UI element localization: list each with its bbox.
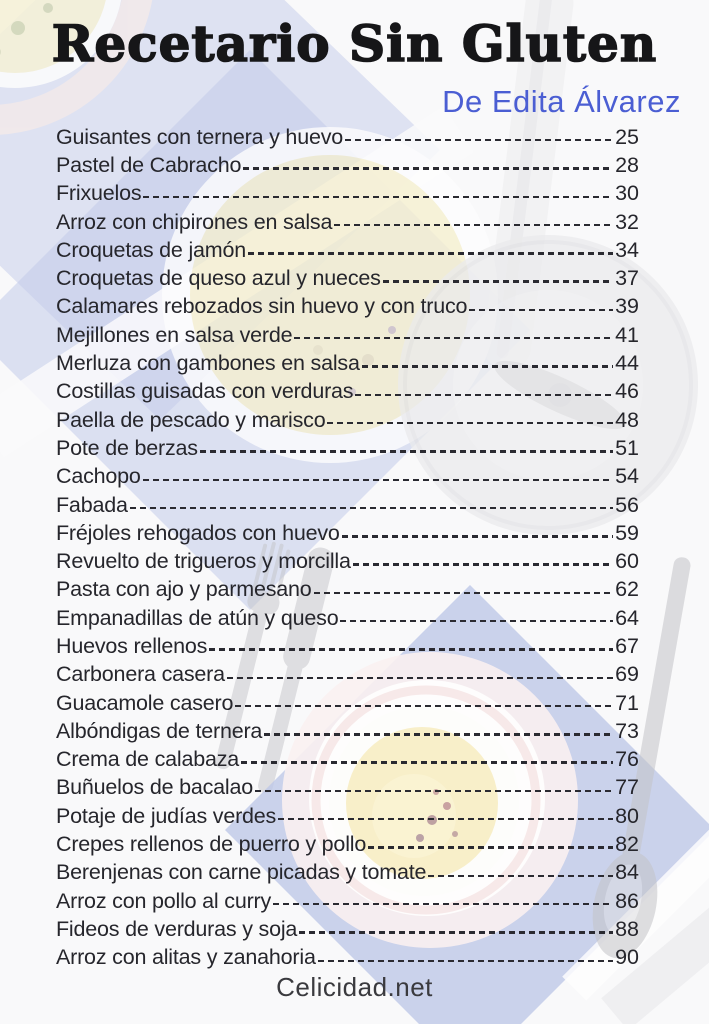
dotted-leader <box>327 422 613 424</box>
page-number: 30 <box>615 181 639 206</box>
dotted-leader <box>248 252 613 254</box>
page-number: 62 <box>615 577 639 602</box>
page-number: 46 <box>615 379 639 404</box>
recipe-name: Mejillones en salsa verde <box>56 322 293 347</box>
dotted-leader <box>235 705 613 707</box>
toc-row <box>56 180 639 208</box>
page-number: 44 <box>615 351 639 376</box>
toc-row <box>56 293 639 321</box>
toc-row <box>56 264 639 292</box>
toc-row <box>56 378 639 406</box>
page-number: 84 <box>615 860 639 885</box>
page-number: 28 <box>615 152 639 177</box>
dotted-leader <box>143 196 613 198</box>
recipe-name: Potaje de judías verdes <box>56 803 277 828</box>
page-number: 39 <box>615 294 639 319</box>
toc-row <box>56 434 639 462</box>
page-number: 82 <box>615 832 639 857</box>
page-number: 90 <box>615 945 639 970</box>
recipe-name: Berenjenas con carne picadas y tomate <box>56 860 427 885</box>
recipe-name: Albóndigas de ternera <box>56 718 263 743</box>
dotted-leader <box>355 394 613 396</box>
recipe-name: Paella de pescado y marisco <box>56 407 326 432</box>
page-number: 80 <box>615 803 639 828</box>
recipe-name: Empanadillas de atún y queso <box>56 605 339 630</box>
page-number: 34 <box>615 237 639 262</box>
recipe-name: Pastel de Cabracho <box>56 152 242 177</box>
page-number: 60 <box>615 549 639 574</box>
toc-row <box>56 887 639 915</box>
toc-row <box>56 774 639 802</box>
dotted-leader <box>318 960 613 962</box>
page-number: 32 <box>615 209 639 234</box>
toc-row <box>56 123 639 151</box>
toc-row <box>56 208 639 236</box>
page-number: 54 <box>615 464 639 489</box>
recipe-name: Revuelto de trigueros y morcilla <box>56 549 351 574</box>
toc-row <box>56 689 639 717</box>
page-number: 76 <box>615 747 639 772</box>
page-number: 37 <box>615 266 639 291</box>
recipe-name: Huevos rellenos <box>56 633 208 658</box>
dotted-leader <box>255 790 613 792</box>
dotted-leader <box>383 280 613 282</box>
recipe-name: Fabada <box>56 492 128 517</box>
toc-row <box>56 859 639 887</box>
toc-row <box>56 746 639 774</box>
recipe-name: Fideos de verduras y soja <box>56 916 298 941</box>
dotted-leader <box>362 365 613 367</box>
recipe-name: Arroz con alitas y zanahoria <box>56 945 316 970</box>
dotted-leader <box>353 563 613 565</box>
toc-list <box>56 123 639 972</box>
recipe-name: Croquetas de jamón <box>56 237 247 262</box>
page-number: 59 <box>615 520 639 545</box>
toc-row <box>56 321 639 349</box>
dotted-leader <box>342 535 613 537</box>
toc-row <box>56 576 639 604</box>
dotted-leader <box>469 309 613 311</box>
page-number: 77 <box>615 775 639 800</box>
recipe-name: Cachopo <box>56 464 141 489</box>
toc-row <box>56 661 639 689</box>
page-number: 86 <box>615 888 639 913</box>
toc-row <box>56 604 639 632</box>
dotted-leader <box>209 648 613 650</box>
page-number: 67 <box>615 633 639 658</box>
dotted-leader <box>428 875 613 877</box>
page-number: 51 <box>615 435 639 460</box>
dotted-leader <box>314 592 614 594</box>
toc-row <box>56 463 639 491</box>
dotted-leader <box>278 818 613 820</box>
recipe-name: Merluza con gambones en salsa <box>56 351 360 376</box>
recipe-name: Buñuelos de bacalao <box>56 775 254 800</box>
recipe-name: Fréjoles rehogados con huevo <box>56 520 340 545</box>
dotted-leader <box>243 167 613 169</box>
dotted-leader <box>368 846 613 848</box>
dotted-leader <box>227 677 613 679</box>
recipe-name: Calamares rebozados sin huevo y con truco <box>56 294 468 319</box>
page-title: Recetario Sin Gluten <box>51 14 658 73</box>
dotted-leader <box>130 507 613 509</box>
dotted-leader <box>143 479 613 481</box>
toc-row <box>56 717 639 745</box>
dotted-leader <box>273 903 613 905</box>
page-number: 71 <box>615 690 639 715</box>
dotted-leader <box>200 450 613 452</box>
toc-row <box>56 802 639 830</box>
recipe-name: Guacamole casero <box>56 690 234 715</box>
recipe-name: Croquetas de queso azul y nueces <box>56 266 381 291</box>
dotted-leader <box>334 224 613 226</box>
toc-row <box>56 349 639 377</box>
dotted-leader <box>340 620 613 622</box>
toc-row <box>56 632 639 660</box>
toc-row <box>56 944 639 972</box>
page-number: 25 <box>615 124 639 149</box>
page-number: 48 <box>615 407 639 432</box>
recipe-name: Crepes rellenos de puerro y pollo <box>56 832 367 857</box>
page-number: 73 <box>615 718 639 743</box>
toc-row <box>56 915 639 943</box>
recipe-name: Arroz con pollo al curry <box>56 888 272 913</box>
recipe-name: Frixuelos <box>56 181 142 206</box>
dotted-leader <box>294 337 613 339</box>
toc-row <box>56 830 639 858</box>
toc-row <box>56 151 639 179</box>
page-number: 88 <box>615 916 639 941</box>
toc-row <box>56 519 639 547</box>
toc-row <box>56 491 639 519</box>
author-subtitle: De Edita Álvarez <box>442 84 681 119</box>
recipe-name: Pote de berzas <box>56 435 198 460</box>
toc-row <box>56 236 639 264</box>
toc-row <box>56 406 639 434</box>
dotted-leader <box>345 139 613 141</box>
dotted-leader <box>264 733 613 735</box>
recipe-name: Costillas guisadas con verduras <box>56 379 354 404</box>
footer-website: Celicidad.net <box>276 972 433 1002</box>
page-number: 64 <box>615 605 639 630</box>
recipe-name: Crema de calabaza <box>56 747 240 772</box>
dotted-leader <box>299 931 613 933</box>
page-number: 56 <box>615 492 639 517</box>
page-number: 69 <box>615 662 639 687</box>
recipe-name: Guisantes con ternera y huevo <box>56 124 344 149</box>
page-number: 41 <box>615 322 639 347</box>
toc-row <box>56 547 639 575</box>
recipe-name: Carbonera casera <box>56 662 225 687</box>
dotted-leader <box>241 761 613 763</box>
recipe-name: Pasta con ajo y parmesano <box>56 577 312 602</box>
recipe-name: Arroz con chipirones en salsa <box>56 209 333 234</box>
